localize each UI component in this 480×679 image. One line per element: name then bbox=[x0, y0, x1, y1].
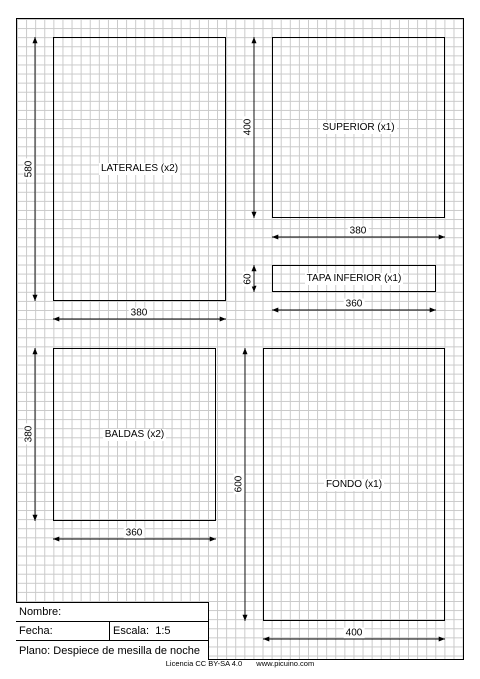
fecha-label: Fecha: bbox=[16, 622, 110, 640]
plano-label: Plano: bbox=[19, 645, 51, 657]
part-label: SUPERIOR (x1) bbox=[322, 121, 395, 133]
superior-width-dimension: 380 bbox=[349, 225, 367, 237]
title-block-row-fecha bbox=[16, 622, 208, 641]
tapa-inferior-height-dimension: 60 bbox=[242, 273, 254, 285]
superior-height-dimension: 400 bbox=[242, 118, 254, 136]
laterales-width-dimension: 380 bbox=[130, 307, 148, 319]
escala-value: 1:5 bbox=[155, 625, 171, 637]
title-block-row-nombre bbox=[16, 603, 208, 622]
nombre-label: Nombre: bbox=[19, 606, 62, 618]
part-label: LATERALES (x2) bbox=[100, 163, 179, 174]
part-fondo bbox=[263, 348, 445, 621]
escala-cell bbox=[110, 622, 208, 640]
baldas-width-dimension: 360 bbox=[125, 527, 143, 539]
baldas-height-dimension: 380 bbox=[23, 425, 35, 443]
plano-cell bbox=[16, 641, 208, 661]
title-block bbox=[16, 602, 209, 660]
escala-label: Escala: bbox=[113, 625, 150, 637]
title-block-row-plano bbox=[16, 641, 208, 661]
fondo-height-dimension: 600 bbox=[233, 475, 245, 493]
part-label: BALDAS (x2) bbox=[104, 428, 165, 440]
part-tapa-inferior bbox=[272, 265, 436, 292]
footer bbox=[0, 659, 480, 669]
part-baldas bbox=[53, 348, 216, 521]
license-text: Licencia CC BY-SA 4.0 bbox=[165, 659, 243, 668]
part-superior bbox=[272, 37, 445, 218]
fondo-width-dimension: 400 bbox=[345, 627, 363, 639]
laterales-height-dimension: 580 bbox=[23, 160, 35, 178]
part-label: FONDO (x1) bbox=[325, 478, 383, 490]
tapa-inferior-width-dimension: 360 bbox=[345, 298, 363, 310]
plano-value: Despiece de mesilla de noche bbox=[53, 645, 201, 657]
part-laterales bbox=[53, 37, 226, 301]
website-link[interactable]: www.picuino.com bbox=[256, 659, 315, 668]
part-label: TAPA INFERIOR (x1) bbox=[306, 272, 402, 284]
